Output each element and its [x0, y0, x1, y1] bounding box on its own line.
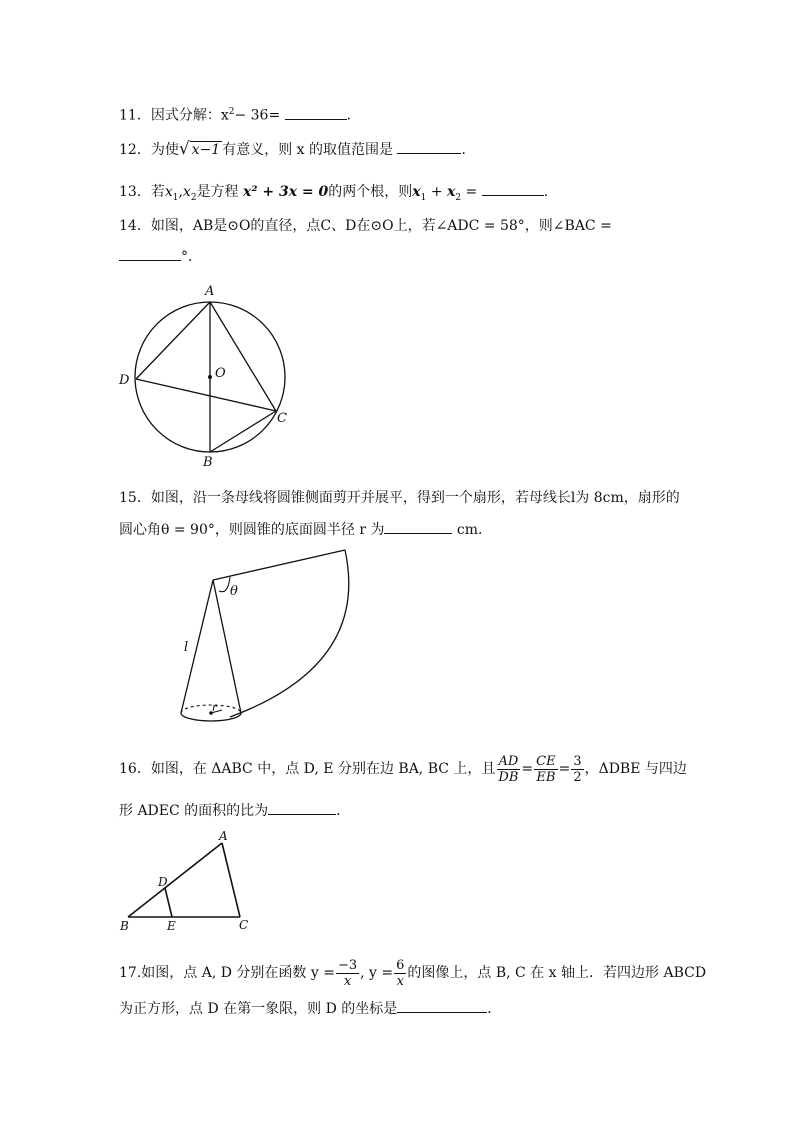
question-16-line-2 [119, 800, 350, 821]
q13-sum-x1: x [412, 184, 421, 200]
q13-sum-sub2: 2 [455, 192, 462, 203]
q13-var1: x [164, 184, 173, 200]
q17-frac1-den: x [343, 973, 352, 989]
q12-suffix: 有意义，则 x 的取值范围是 [222, 142, 394, 158]
q16-prefix: 如图，在 ΔABC 中，点 D, E 分别在边 BA, BC 上，且 [150, 761, 496, 777]
label-o: O [215, 366, 226, 381]
question-11 [119, 102, 361, 126]
label-b: B [120, 919, 129, 933]
side-ba [128, 843, 222, 917]
q15-number: 15． [119, 490, 151, 506]
label-theta: θ [230, 584, 238, 599]
q13-text2: 是方程 [196, 184, 239, 200]
label-d: D [158, 875, 168, 889]
q12-radicand: x−1 [191, 142, 221, 158]
label-l: l [184, 640, 189, 655]
chord-bc [210, 411, 276, 452]
q17-line2: 为正方形，点 D 在第一象限，则 D 的坐标是 [119, 1001, 398, 1017]
q11-number: 11． [119, 107, 151, 124]
sqrt-sign-icon: √ [178, 139, 190, 159]
q17-end: ． [487, 1001, 502, 1017]
q14-end: °． [181, 249, 202, 265]
q16-frac1-den: DB [498, 769, 519, 785]
q11-end: ． [346, 107, 361, 124]
label-r: r [212, 703, 217, 714]
q14-circle-figure [110, 278, 310, 478]
question-17-line-1 [119, 955, 706, 991]
q13-equals: = [461, 184, 482, 200]
q17-frac2-num: 6 [396, 957, 405, 973]
segment-de [165, 888, 172, 917]
question-16-line-1 [119, 749, 687, 789]
q13-number: 13． [119, 184, 151, 200]
q17-fraction-6-x [394, 958, 406, 989]
label-c: C [277, 411, 287, 426]
q17-fraction-neg3-x [336, 958, 359, 989]
label-a: A [219, 829, 228, 843]
q16-fraction-ad-db [496, 754, 520, 785]
q17-frac2-den: x [396, 973, 404, 989]
q14-line1: 如图，AB是⊙O的直径，点C、D在⊙O上，若∠ADC = 58°，则∠BAC = [150, 218, 612, 234]
q15-unit: cm． [456, 522, 493, 538]
q13-equation: x² + 3x = 0 [243, 184, 329, 200]
label-d: D [119, 373, 130, 388]
q16-fraction-3-2 [571, 754, 583, 785]
q15-line1: 如图，沿一条母线将圆锥侧面剪开并展平，得到一个扇形，若母线长l为 8cm，扇形的 [150, 490, 680, 506]
label-e: E [167, 919, 176, 933]
q17-mid: , y = [360, 965, 394, 981]
q16-fraction-ce-eb [534, 754, 557, 785]
q14-answer-blank[interactable] [119, 246, 181, 261]
q16-line2: 形 ADEC 的面积的比为 [119, 803, 269, 819]
q17-suffix: 的图像上，点 B, C 在 x 轴上．若四边形 ABCD [407, 965, 707, 981]
q13-sub2: 2 [190, 192, 197, 203]
q17-answer-blank[interactable] [397, 998, 487, 1013]
question-15-line-1 [119, 488, 680, 508]
q15-answer-blank[interactable] [384, 519, 452, 534]
q16-frac2-den: EB [536, 769, 556, 785]
q11-answer-blank[interactable] [285, 105, 347, 120]
q16-eq2: = [558, 761, 571, 777]
q14-number: 14． [119, 218, 151, 234]
q13-var2: x [182, 184, 191, 200]
q17-prefix: 如图，点 A, D 分别在函数 y = [141, 965, 335, 981]
q16-end: ． [336, 803, 351, 819]
question-14-line-2 [119, 246, 202, 267]
q15-cone-figure [170, 555, 360, 730]
question-12 [119, 139, 475, 160]
q13-answer-blank[interactable] [482, 181, 544, 196]
center-point [208, 375, 212, 379]
q12-end: ． [461, 142, 476, 158]
side-ac [222, 843, 240, 917]
q13-sum-x2: x [447, 184, 456, 200]
chord-dc [136, 379, 276, 411]
q16-eq1: = [521, 761, 534, 777]
q16-answer-blank[interactable] [268, 800, 336, 815]
q16-suffix: ，ΔDBE 与四边 [584, 761, 687, 777]
q13-end: ． [543, 184, 558, 200]
chord-ad [136, 302, 210, 379]
q17-number: 17. [119, 965, 142, 981]
question-14-line-1 [119, 216, 612, 236]
q16-frac3-num: 3 [573, 753, 582, 769]
q13-comma: , [178, 184, 183, 200]
question-17-line-2 [119, 998, 501, 1019]
label-a: A [205, 284, 215, 299]
angle-theta-arc [219, 577, 230, 592]
q13-sub1: 1 [172, 192, 179, 203]
q16-frac1-num: AD [498, 753, 519, 769]
q16-triangle-figure [116, 826, 266, 936]
q12-number: 12． [119, 142, 151, 158]
q16-number: 16． [119, 761, 151, 777]
sector-edge-top [213, 550, 345, 580]
question-15-line-2 [119, 519, 492, 540]
q12-answer-blank[interactable] [397, 139, 461, 154]
q15-line2-prefix: 圆心角θ = 90°，则圆锥的底面圆半径 r 为 [119, 522, 385, 538]
q17-frac1-num: −3 [337, 957, 358, 973]
question-13 [119, 181, 558, 208]
q11-exponent: 2 [228, 107, 235, 117]
sector-arc [230, 550, 349, 717]
q11-suffix: − 36= [234, 107, 281, 124]
q16-frac3-den: 2 [573, 769, 582, 785]
label-c: C [239, 918, 249, 932]
q11-prefix: 因式分解：x [150, 107, 229, 124]
q12-prefix: 为使 [150, 142, 179, 158]
q13-sum-sub1: 1 [420, 192, 427, 203]
q16-frac2-num: CE [536, 753, 556, 769]
chord-ac [210, 302, 276, 411]
q13-plus: + [426, 184, 448, 200]
q13-text3: 的两个根，则 [328, 184, 413, 200]
q13-text1: 若 [150, 184, 165, 200]
label-b: B [203, 455, 213, 470]
cone-slant-right [213, 580, 241, 713]
